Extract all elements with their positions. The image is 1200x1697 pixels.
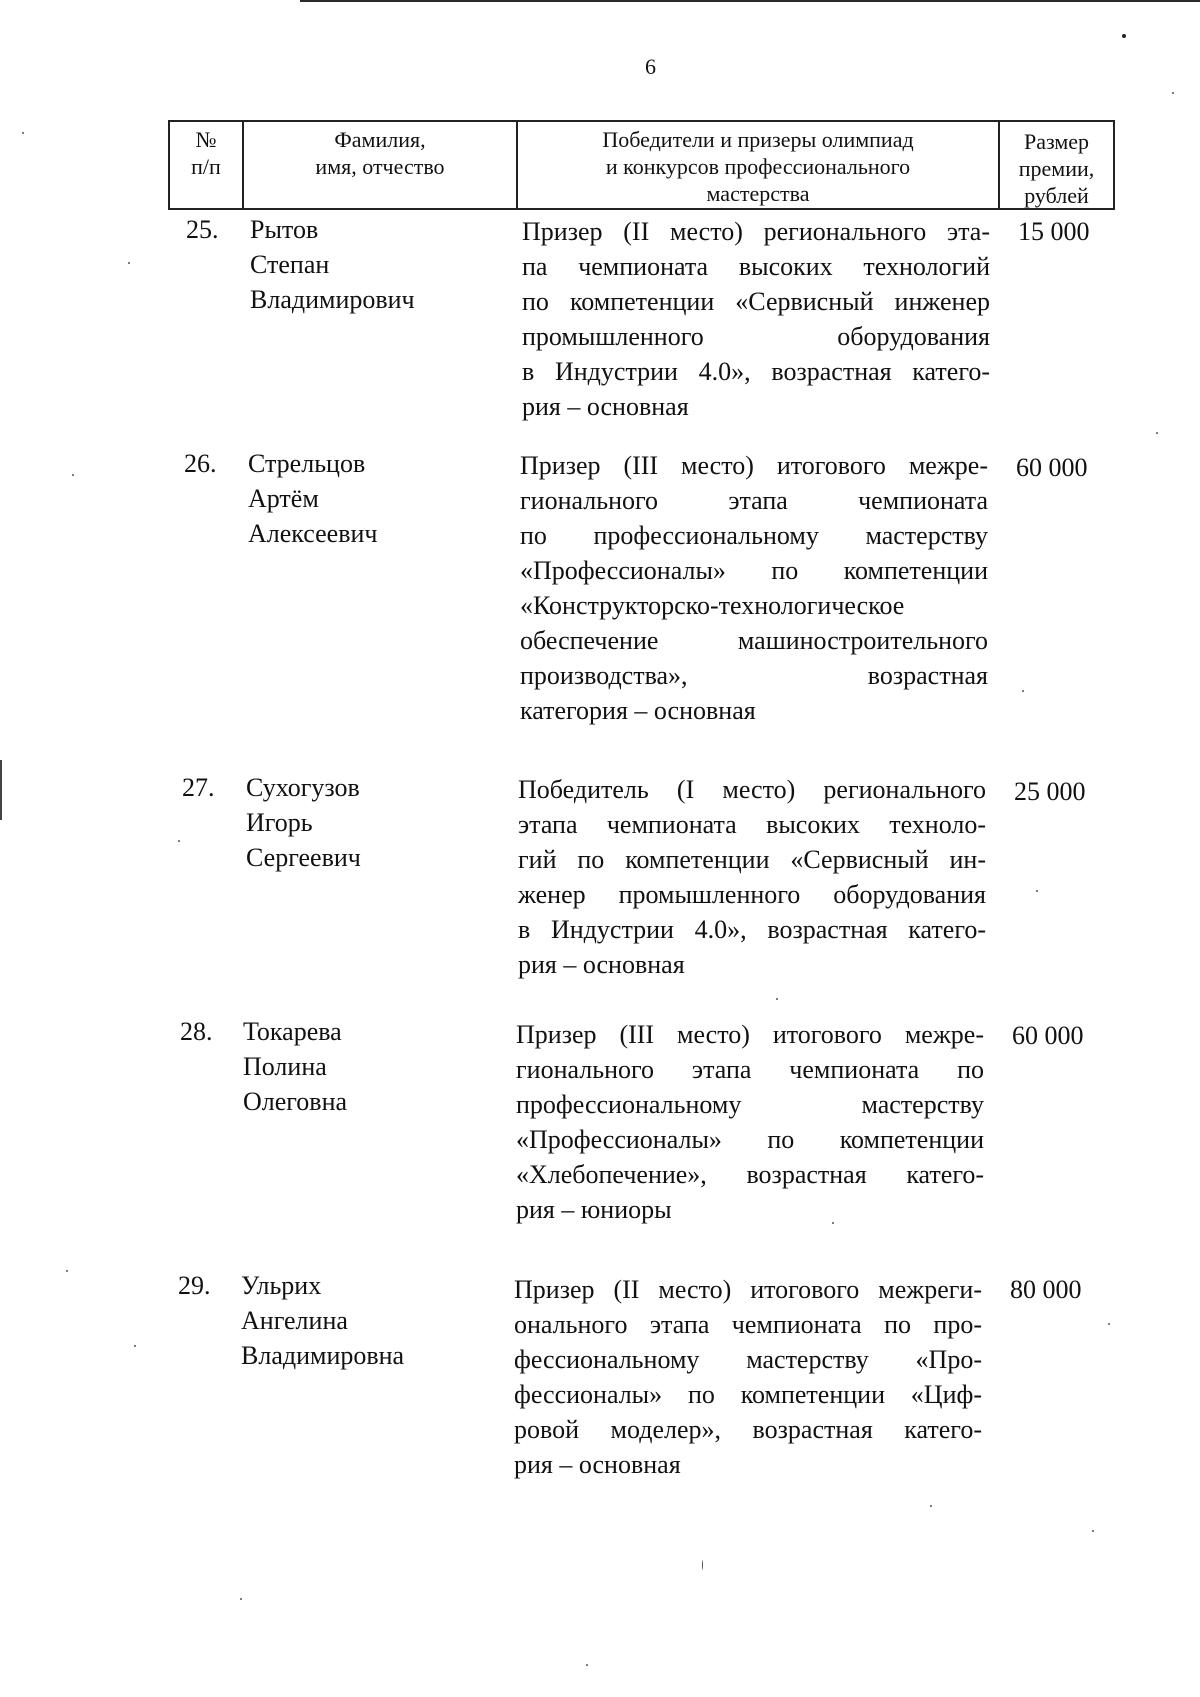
row-achievement	[516, 1017, 984, 1227]
row-full-name	[246, 770, 476, 875]
achievement-line: онального этапа чемпионата по про-	[514, 1310, 982, 1339]
scan-speck	[72, 474, 74, 476]
scan-speck	[1108, 1323, 1110, 1325]
achievement-line: гий по компетенции «Сервисный ин-	[518, 845, 986, 874]
scan-speck	[128, 262, 130, 264]
achievement-line: рия – юниоры	[516, 1195, 672, 1224]
scan-speck	[134, 1345, 136, 1347]
row-number: 27.	[182, 773, 215, 802]
scan-speck	[586, 1664, 588, 1666]
header-prize-line-1: Победители и призеры олимпиад	[602, 127, 914, 152]
scan-speck	[240, 1598, 242, 1600]
achievement-line: рия – основная	[514, 1450, 681, 1479]
scan-speck	[930, 1505, 932, 1507]
row-amount: 60 000	[1016, 453, 1088, 482]
achievement-line: фессиональному мастерству «Про-	[514, 1345, 982, 1374]
scan-speck	[178, 840, 180, 842]
header-amount-line-1: Размер	[1023, 129, 1090, 154]
achievement-line: «Конструкторско-технологическое	[520, 591, 905, 620]
achievement-line: «Профессионалы» по компетенции	[520, 556, 988, 585]
row-full-name	[250, 212, 480, 317]
row-amount: 60 000	[1012, 1021, 1084, 1050]
achievement-line: по компетенции «Сервисный инженер	[522, 287, 990, 316]
scan-speck	[1092, 1530, 1094, 1532]
patronymic: Алексеевич	[248, 519, 378, 548]
header-number-line-1: №	[195, 127, 217, 152]
row-number: 26.	[184, 449, 217, 478]
achievement-line: гионального этапа чемпионата	[520, 486, 988, 515]
patronymic: Сергеевич	[246, 843, 361, 872]
achievement-line: по профессиональному мастерству	[520, 521, 988, 550]
achievement-line: гионального этапа чемпионата по	[516, 1055, 984, 1084]
header-number	[170, 122, 242, 208]
patronymic: Владимировна	[241, 1341, 405, 1370]
header-prize-line-3: мастерства	[706, 181, 810, 206]
achievement-line: этапа чемпионата высоких техноло-	[518, 810, 986, 839]
row-achievement	[514, 1272, 982, 1482]
header-name	[242, 122, 516, 208]
scan-edge-top	[300, 0, 1200, 2]
header-prize-line-2: и конкурсов профессионального	[605, 154, 911, 179]
scan-edge-left	[0, 760, 2, 820]
row-amount: 80 000	[1010, 1275, 1082, 1304]
table-header	[168, 120, 1115, 210]
surname: Токарева	[243, 1017, 342, 1046]
scan-speck	[66, 1270, 68, 1272]
achievement-line: производства», возрастная	[520, 661, 988, 690]
header-amount-line-2: премии,	[1018, 156, 1095, 181]
header-prize	[516, 122, 998, 208]
surname: Ульрих	[241, 1271, 322, 1300]
row-full-name	[248, 446, 478, 551]
achievement-line: Призер (III место) итогового межре-	[520, 451, 988, 480]
achievement-line: Призер (II место) регионального эта-	[522, 217, 990, 246]
achievement-line: «Профессионалы» по компетенции	[516, 1125, 984, 1154]
scan-speck	[1122, 34, 1126, 38]
surname: Рытов	[250, 215, 319, 244]
achievement-line: «Хлебопечение», возрастная катего-	[516, 1160, 984, 1189]
scan-speck	[1022, 690, 1024, 692]
patronymic: Владимирович	[250, 285, 415, 314]
achievement-line: ровой моделер», возрастная катего-	[514, 1415, 982, 1444]
row-number: 29.	[178, 1271, 211, 1300]
first-name: Степан	[250, 250, 330, 279]
achievement-line: промышленного оборудования	[522, 322, 990, 351]
first-name: Артём	[248, 484, 319, 513]
achievement-line: Призер (III место) итогового межре-	[516, 1020, 984, 1049]
scan-speck	[776, 998, 778, 1000]
row-amount: 15 000	[1018, 217, 1090, 246]
scan-speck	[1036, 890, 1038, 892]
achievement-line: категория – основная	[520, 696, 756, 725]
achievement-line: профессиональному мастерству	[516, 1090, 984, 1119]
scan-speck	[832, 1222, 834, 1224]
scan-speck	[1172, 92, 1174, 94]
header-amount-line-3: рублей	[1024, 183, 1089, 208]
achievement-line: в Индустрии 4.0», возрастная катего-	[522, 357, 990, 386]
achievement-line: Победитель (I место) регионального	[518, 775, 986, 804]
achievement-line: рия – основная	[522, 392, 689, 421]
scan-speck	[1156, 432, 1158, 434]
achievement-line: фессионалы» по компетенции «Циф-	[514, 1380, 982, 1409]
achievement-line: женер промышленного оборудования	[518, 880, 986, 909]
surname: Сухогузов	[246, 773, 360, 802]
achievement-line: рия – основная	[518, 950, 685, 979]
achievement-line: па чемпионата высоких технологий	[522, 252, 990, 281]
header-name-line-2: имя, отчество	[315, 154, 445, 179]
patronymic: Олеговна	[243, 1087, 348, 1116]
first-name: Игорь	[246, 808, 313, 837]
row-achievement	[520, 448, 988, 728]
surname: Стрельцов	[248, 449, 366, 478]
row-number: 28.	[180, 1017, 213, 1046]
scan-speck	[22, 132, 24, 134]
scan-speck	[702, 1560, 703, 1570]
achievement-line: Призер (II место) итогового межреги-	[514, 1275, 982, 1304]
row-achievement	[522, 214, 990, 424]
header-name-line-1: Фамилия,	[334, 127, 426, 152]
achievement-line: в Индустрии 4.0», возрастная катего-	[518, 915, 986, 944]
header-number-line-2: п/п	[191, 154, 221, 179]
row-achievement	[518, 772, 986, 982]
header-amount	[998, 122, 1113, 208]
page-number: 6	[645, 54, 656, 79]
row-full-name	[243, 1014, 473, 1119]
row-number: 25.	[186, 215, 219, 244]
first-name: Ангелина	[241, 1306, 348, 1335]
row-amount: 25 000	[1014, 777, 1086, 806]
achievement-line: обеспечение машиностроительного	[520, 626, 988, 655]
first-name: Полина	[243, 1052, 327, 1081]
row-full-name	[241, 1268, 471, 1373]
